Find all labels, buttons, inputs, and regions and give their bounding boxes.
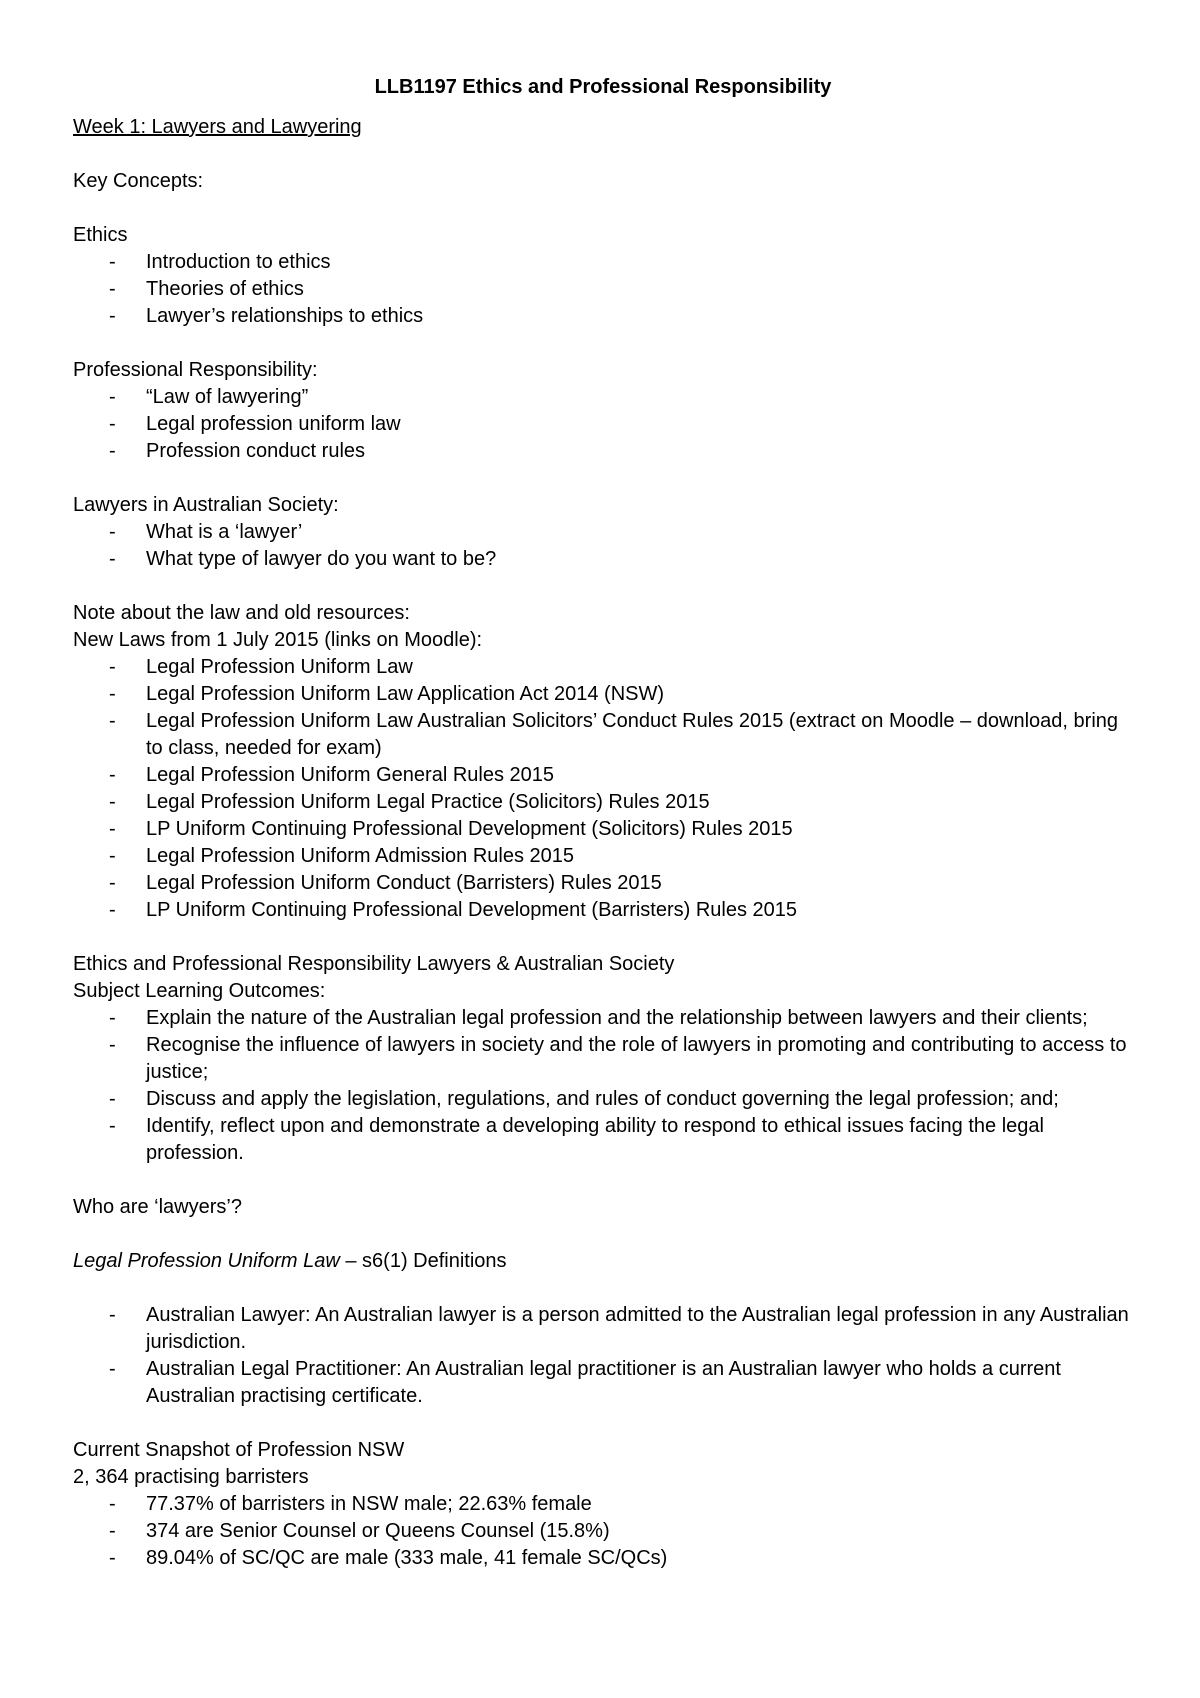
lawyers-society-list <box>73 519 1133 573</box>
new-laws-list <box>73 654 1133 924</box>
list-item: - What is a ‘lawyer’ <box>73 519 1133 546</box>
snapshot-heading: Current Snapshot of Profession NSW <box>73 1439 405 1461</box>
list-item: - LP Uniform Continuing Professional Development (Barristers) Rules 2015 <box>73 897 1133 924</box>
list-item: - Legal Profession Uniform Legal Practice (Solicitors) Rules 2015 <box>73 789 1133 816</box>
list-item: - Legal profession uniform law <box>73 411 1133 438</box>
ethics-heading: Ethics <box>73 224 128 246</box>
list-item: - Explain the nature of the Australian legal profession and the relationship between lawyers and their clients; <box>73 1005 1133 1032</box>
week-heading: Week 1: Lawyers and Lawyering <box>73 116 362 138</box>
snapshot-subheading: 2, 364 practising barristers <box>73 1466 309 1488</box>
list-item: - Profession conduct rules <box>73 438 1133 465</box>
list-item: - “Law of lawyering” <box>73 384 1133 411</box>
list-item: - Discuss and apply the legislation, regulations, and rules of conduct governing the legal profession; and; <box>73 1086 1133 1113</box>
list-item: - Australian Legal Practitioner: An Australian legal practitioner is an Australian lawyer who holds a current Australian practising certificate. <box>73 1356 1133 1410</box>
outcomes-list <box>73 1005 1133 1167</box>
list-item: - Legal Profession Uniform Admission Rules 2015 <box>73 843 1133 870</box>
list-item: - Identify, reflect upon and demonstrate a developing ability to respond to ethical issues facing the legal profession. <box>73 1113 1133 1167</box>
document-title: LLB1197 Ethics and Professional Responsibility <box>374 76 832 98</box>
list-item: - Australian Lawyer: An Australian lawyer is a person admitted to the Australian legal profession in any Australian jurisdiction. <box>73 1302 1133 1356</box>
prof-resp-list <box>73 384 1133 465</box>
act-name: Legal Profession Uniform Law <box>73 1250 340 1272</box>
document-page <box>73 74 1133 1572</box>
list-item: - Lawyer’s relationships to ethics <box>73 303 1133 330</box>
list-item: - Legal Profession Uniform General Rules 2015 <box>73 762 1133 789</box>
list-item: - 77.37% of barristers in NSW male; 22.63% female <box>73 1491 1133 1518</box>
list-item: - Recognise the influence of lawyers in society and the role of lawyers in promoting and contributing to access to justice; <box>73 1032 1133 1086</box>
list-item: - Legal Profession Uniform Conduct (Barristers) Rules 2015 <box>73 870 1133 897</box>
list-item: - Legal Profession Uniform Law Application Act 2014 (NSW) <box>73 681 1133 708</box>
list-item: - Legal Profession Uniform Law Australian Solicitors’ Conduct Rules 2015 (extract on Moodle – download, bring to class, needed for exam) <box>73 708 1133 762</box>
outcomes-subheading: Subject Learning Outcomes: <box>73 980 326 1002</box>
list-item: - Introduction to ethics <box>73 249 1133 276</box>
outcomes-heading: Ethics and Professional Responsibility Lawyers & Australian Society <box>73 953 675 975</box>
section-ref: – s6(1) Definitions <box>339 1250 507 1272</box>
list-item: - Legal Profession Uniform Law <box>73 654 1133 681</box>
definitions-heading <box>73 1248 1133 1275</box>
new-laws-subheading: New Laws from 1 July 2015 (links on Moodle): <box>73 629 483 651</box>
who-heading: Who are ‘lawyers’? <box>73 1196 242 1218</box>
note-heading: Note about the law and old resources: <box>73 602 410 624</box>
lawyers-society-heading: Lawyers in Australian Society: <box>73 494 339 516</box>
key-concepts-heading: Key Concepts: <box>73 170 204 192</box>
definitions-list <box>73 1302 1133 1410</box>
list-item: - What type of lawyer do you want to be? <box>73 546 1133 573</box>
list-item: - Theories of ethics <box>73 276 1133 303</box>
list-item: - LP Uniform Continuing Professional Development (Solicitors) Rules 2015 <box>73 816 1133 843</box>
prof-resp-heading: Professional Responsibility: <box>73 359 318 381</box>
list-item: - 374 are Senior Counsel or Queens Counsel (15.8%) <box>73 1518 1133 1545</box>
ethics-list <box>73 249 1133 330</box>
list-item: - 89.04% of SC/QC are male (333 male, 41 female SC/QCs) <box>73 1545 1133 1572</box>
snapshot-list <box>73 1491 1133 1572</box>
